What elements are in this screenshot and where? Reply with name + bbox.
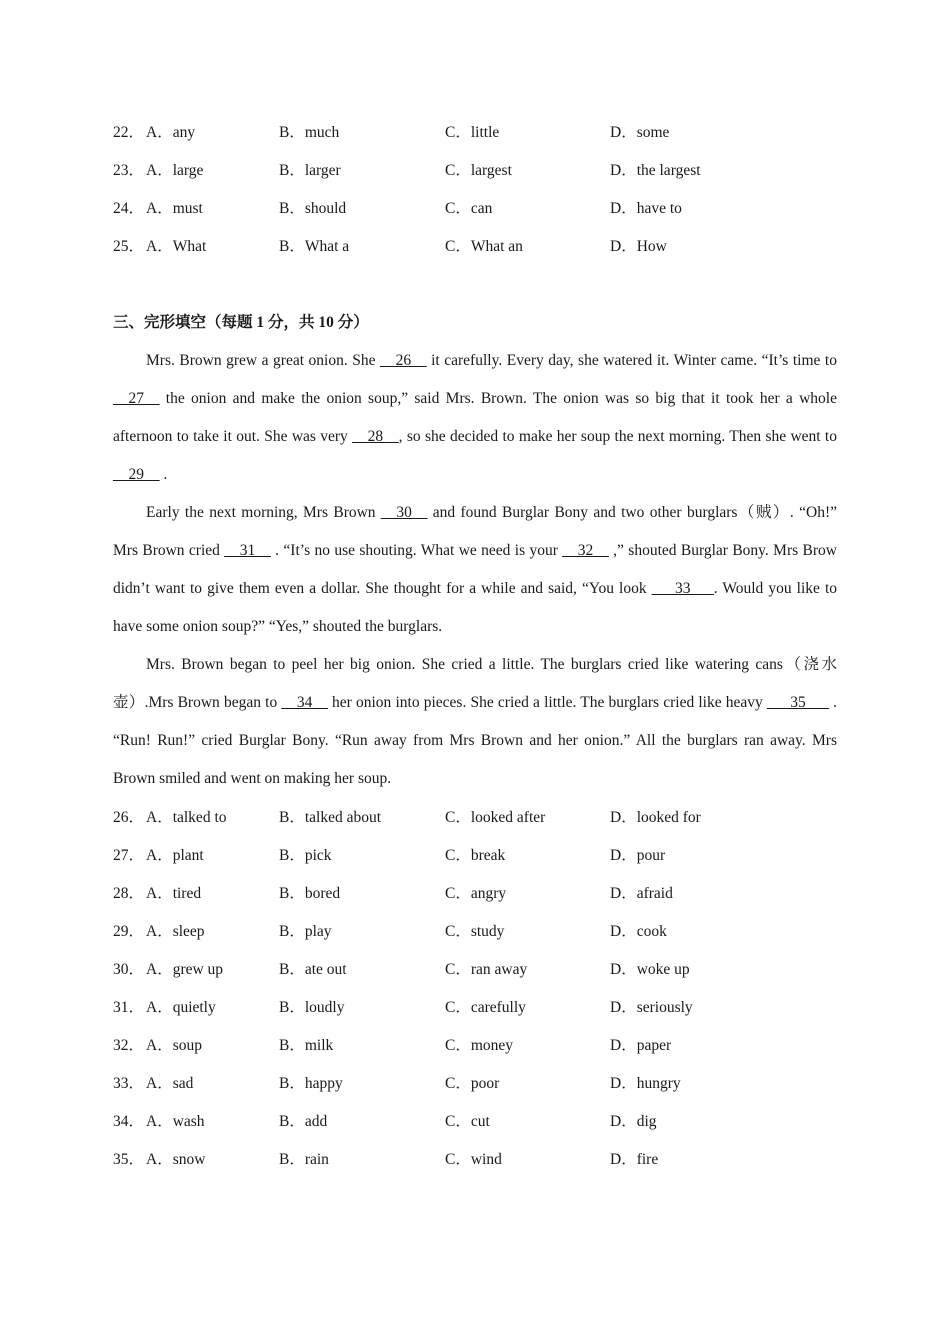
question-32 xyxy=(113,1027,837,1065)
passage-text: . xyxy=(159,466,168,483)
option-a: A．snow xyxy=(146,1151,206,1168)
option-c: C．can xyxy=(445,200,493,217)
heading-suffix: 分） xyxy=(333,314,369,331)
heading-points-total: 10 xyxy=(318,314,334,331)
option-d: D．the largest xyxy=(610,162,701,179)
option-d: D．cook xyxy=(610,923,667,940)
question-number: 26． xyxy=(113,809,145,826)
question-25 xyxy=(113,228,837,266)
passage-text: and found Burglar Bony and two other burglars（贼）. “Oh!” Mrs Brown cried xyxy=(113,504,837,559)
option-a: A．quietly xyxy=(146,999,216,1016)
option-b: B．talked about xyxy=(279,809,382,826)
option-b: B．What a xyxy=(279,238,350,255)
passage-paragraph-2 xyxy=(113,494,837,646)
option-d: D．pour xyxy=(610,847,666,864)
passage-text: . “It’s no use shouting. What we need is your xyxy=(270,542,563,559)
question-24 xyxy=(113,190,837,228)
question-number: 29． xyxy=(113,923,145,940)
option-b: B．pick xyxy=(279,847,332,864)
blank-31: __31__ xyxy=(224,542,271,559)
option-a: A．grew up xyxy=(146,961,224,978)
blank-35: ___35___ xyxy=(766,694,829,711)
question-number: 23． xyxy=(113,162,145,179)
blank-28: __28__ xyxy=(352,428,399,445)
option-a: A．plant xyxy=(146,847,204,864)
passage-text: . Would you like to have some onion soup?” “Yes,” shouted the burglars. xyxy=(113,580,837,635)
question-number: 33． xyxy=(113,1075,145,1092)
passage-text: . “Run! Run!” cried Burglar Bony. “Run away from Mrs Brown and her onion.” All the burglars ran away. Mrs Brown smiled and went on making her soup. xyxy=(113,694,837,787)
option-c: C．largest xyxy=(445,162,512,179)
option-d: D．hungry xyxy=(610,1075,681,1092)
option-c: C．study xyxy=(445,923,505,940)
passage-text: Early the next morning, Mrs Brown xyxy=(146,504,381,521)
option-c: C．What an xyxy=(445,238,523,255)
option-d: D．afraid xyxy=(610,885,673,902)
option-b: B．larger xyxy=(279,162,341,179)
blank-29: __29__ xyxy=(113,466,160,483)
question-31 xyxy=(113,989,837,1027)
option-c: C．angry xyxy=(445,885,507,902)
question-30 xyxy=(113,951,837,989)
passage-text: , so she decided to make her soup the next morning. Then she went to xyxy=(398,428,837,445)
passage-text: her onion into pieces. She cried a little. The burglars cried like heavy xyxy=(327,694,767,711)
question-number: 32． xyxy=(113,1037,145,1054)
passage-text: ,” shouted Burglar Bony. Mrs Brow didn’t want to give them even a dollar. She thought for a while and said, “You look xyxy=(113,542,837,597)
question-number: 28． xyxy=(113,885,145,902)
option-a: A．any xyxy=(146,124,196,141)
option-d: D．woke up xyxy=(610,961,690,978)
passage-text: it carefully. Every day, she watered it. Winter came. “It’s time to xyxy=(426,352,837,369)
blank-33: ___33___ xyxy=(651,580,714,597)
option-c: C．looked after xyxy=(445,809,546,826)
option-b: B．rain xyxy=(279,1151,329,1168)
option-c: C．carefully xyxy=(445,999,526,1016)
blank-26: __26__ xyxy=(380,352,427,369)
option-b: B．should xyxy=(279,200,347,217)
option-c: C．poor xyxy=(445,1075,500,1092)
question-number: 25． xyxy=(113,238,145,255)
cloze-passage xyxy=(113,342,837,798)
question-27 xyxy=(113,837,837,875)
option-d: D．How xyxy=(610,238,667,255)
option-b: B．bored xyxy=(279,885,341,902)
question-29 xyxy=(113,913,837,951)
question-number: 22． xyxy=(113,124,145,141)
option-c: C．break xyxy=(445,847,506,864)
question-23 xyxy=(113,152,837,190)
option-b: B．much xyxy=(279,124,340,141)
option-a: A．must xyxy=(146,200,203,217)
question-33 xyxy=(113,1065,837,1103)
question-number: 35． xyxy=(113,1151,145,1168)
option-b: B．play xyxy=(279,923,332,940)
question-number: 34． xyxy=(113,1113,145,1130)
option-a: A．What xyxy=(146,238,207,255)
section-heading xyxy=(113,304,369,342)
option-a: A．talked to xyxy=(146,809,227,826)
question-35 xyxy=(113,1141,837,1179)
question-26 xyxy=(113,799,837,837)
question-22 xyxy=(113,114,837,152)
option-d: D．some xyxy=(610,124,670,141)
question-34 xyxy=(113,1103,837,1141)
passage-text: Mrs. Brown began to peel her big onion. She cried a little. The burglars cried like watering cans（浇水壶）.Mrs Brown began to xyxy=(113,656,837,711)
heading-mid: 分，共 xyxy=(264,314,319,331)
question-number: 31． xyxy=(113,999,145,1016)
option-a: A．sleep xyxy=(146,923,205,940)
option-c: C．cut xyxy=(445,1113,490,1130)
question-number: 30． xyxy=(113,961,145,978)
passage-paragraph-3 xyxy=(113,646,837,798)
option-a: A．wash xyxy=(146,1113,205,1130)
blank-30: __30__ xyxy=(380,504,428,521)
option-d: D．have to xyxy=(610,200,682,217)
option-d: D．looked for xyxy=(610,809,701,826)
option-b: B．happy xyxy=(279,1075,343,1092)
option-b: B．ate out xyxy=(279,961,347,978)
option-a: A．soup xyxy=(146,1037,202,1054)
option-b: B．loudly xyxy=(279,999,345,1016)
blank-32: __32__ xyxy=(562,542,609,559)
option-d: D．fire xyxy=(610,1151,659,1168)
option-b: B．milk xyxy=(279,1037,334,1054)
option-a: A．tired xyxy=(146,885,202,902)
option-c: C．wind xyxy=(445,1151,502,1168)
option-a: A．large xyxy=(146,162,204,179)
question-28 xyxy=(113,875,837,913)
question-number: 27． xyxy=(113,847,145,864)
blank-34: __34__ xyxy=(281,694,328,711)
option-b: B．add xyxy=(279,1113,328,1130)
option-d: D．seriously xyxy=(610,999,693,1016)
option-c: C．money xyxy=(445,1037,514,1054)
passage-text: the onion and make the onion soup,” said Mrs. Brown. The onion was so big that it took her a whole afternoon to take it out. She was very xyxy=(113,390,837,445)
question-number: 24． xyxy=(113,200,145,217)
passage-paragraph-1 xyxy=(113,342,837,494)
option-a: A．sad xyxy=(146,1075,194,1092)
heading-prefix: 三、完形填空（每题 xyxy=(113,314,257,331)
blank-27: __27__ xyxy=(113,390,160,407)
passage-text: Mrs. Brown grew a great onion. She xyxy=(146,352,381,369)
option-c: C．little xyxy=(445,124,500,141)
option-c: C．ran away xyxy=(445,961,528,978)
heading-points-each: 1 xyxy=(256,314,265,331)
option-d: D．dig xyxy=(610,1113,657,1130)
option-d: D．paper xyxy=(610,1037,672,1054)
